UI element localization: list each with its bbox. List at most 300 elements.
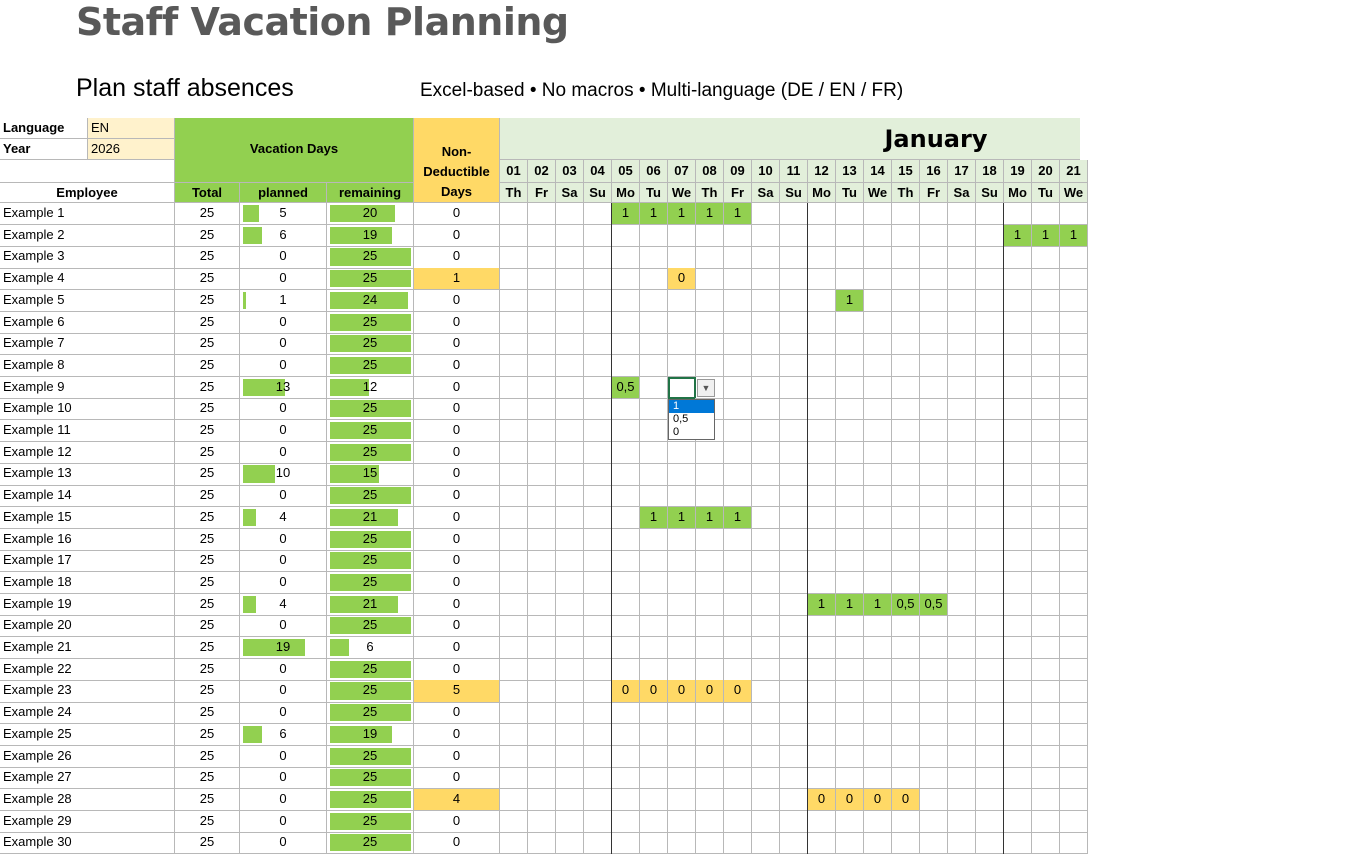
- day-cell[interactable]: [500, 420, 528, 442]
- day-cell[interactable]: [1032, 811, 1060, 833]
- employee-name[interactable]: Example 21: [0, 637, 175, 659]
- day-cell[interactable]: [556, 594, 584, 616]
- day-cell[interactable]: [668, 246, 696, 268]
- employee-name[interactable]: Example 15: [0, 507, 175, 529]
- day-cell[interactable]: [584, 246, 612, 268]
- day-cell[interactable]: [1060, 550, 1088, 572]
- day-cell[interactable]: [584, 746, 612, 768]
- day-cell[interactable]: [892, 398, 920, 420]
- day-cell[interactable]: [612, 746, 640, 768]
- day-cell[interactable]: 0: [696, 680, 724, 702]
- day-cell[interactable]: [836, 659, 864, 681]
- day-cell[interactable]: [556, 485, 584, 507]
- day-cell[interactable]: [724, 637, 752, 659]
- day-cell[interactable]: [1060, 355, 1088, 377]
- day-cell[interactable]: [976, 832, 1004, 854]
- dropdown-option[interactable]: 0,5: [673, 412, 689, 425]
- day-cell[interactable]: [836, 507, 864, 529]
- day-cell[interactable]: [892, 811, 920, 833]
- day-cell[interactable]: [892, 680, 920, 702]
- day-cell[interactable]: [920, 832, 948, 854]
- day-cell[interactable]: [668, 355, 696, 377]
- day-cell[interactable]: [556, 312, 584, 334]
- day-cell[interactable]: [976, 268, 1004, 290]
- day-cell[interactable]: [528, 550, 556, 572]
- day-cell[interactable]: [780, 442, 808, 464]
- day-cell[interactable]: [1004, 832, 1032, 854]
- day-cell[interactable]: [668, 442, 696, 464]
- day-cell[interactable]: [556, 377, 584, 399]
- day-cell[interactable]: [612, 225, 640, 247]
- day-cell[interactable]: [640, 550, 668, 572]
- day-cell[interactable]: [892, 355, 920, 377]
- day-cell[interactable]: [584, 225, 612, 247]
- day-cell[interactable]: [920, 767, 948, 789]
- day-cell[interactable]: [948, 659, 976, 681]
- day-cell[interactable]: [780, 659, 808, 681]
- day-cell[interactable]: [584, 268, 612, 290]
- dropdown-option[interactable]: 1: [669, 400, 714, 413]
- day-cell[interactable]: [612, 811, 640, 833]
- day-cell[interactable]: [976, 246, 1004, 268]
- day-cell[interactable]: [808, 377, 836, 399]
- day-cell[interactable]: [724, 746, 752, 768]
- day-cell[interactable]: [612, 789, 640, 811]
- day-cell[interactable]: 0: [668, 680, 696, 702]
- employee-name[interactable]: Example 30: [0, 832, 175, 854]
- day-cell[interactable]: [864, 355, 892, 377]
- day-cell[interactable]: [500, 246, 528, 268]
- day-cell[interactable]: [892, 377, 920, 399]
- day-cell[interactable]: [724, 702, 752, 724]
- day-cell[interactable]: 1: [640, 507, 668, 529]
- day-cell[interactable]: 1: [1004, 225, 1032, 247]
- day-cell[interactable]: [1032, 507, 1060, 529]
- day-cell[interactable]: [836, 485, 864, 507]
- day-cell[interactable]: [948, 529, 976, 551]
- day-cell[interactable]: [1060, 529, 1088, 551]
- day-cell[interactable]: [556, 746, 584, 768]
- day-cell[interactable]: [1032, 572, 1060, 594]
- day-cell[interactable]: [1060, 615, 1088, 637]
- day-cell[interactable]: [1060, 377, 1088, 399]
- day-cell[interactable]: [500, 485, 528, 507]
- day-cell[interactable]: [668, 789, 696, 811]
- day-cell[interactable]: [584, 702, 612, 724]
- day-cell[interactable]: [500, 398, 528, 420]
- day-cell[interactable]: [696, 333, 724, 355]
- day-cell[interactable]: [948, 746, 976, 768]
- day-cell[interactable]: [780, 268, 808, 290]
- day-cell[interactable]: [892, 312, 920, 334]
- day-cell[interactable]: [612, 659, 640, 681]
- day-cell[interactable]: [612, 398, 640, 420]
- day-cell[interactable]: [780, 420, 808, 442]
- day-cell[interactable]: [836, 572, 864, 594]
- day-cell[interactable]: [1004, 268, 1032, 290]
- day-cell[interactable]: [584, 615, 612, 637]
- day-cell[interactable]: [500, 377, 528, 399]
- day-cell[interactable]: [556, 355, 584, 377]
- day-cell[interactable]: [1060, 637, 1088, 659]
- day-cell[interactable]: [528, 442, 556, 464]
- day-cell[interactable]: [808, 811, 836, 833]
- day-cell[interactable]: [836, 724, 864, 746]
- day-cell[interactable]: [920, 355, 948, 377]
- day-cell[interactable]: [528, 637, 556, 659]
- day-cell[interactable]: [808, 659, 836, 681]
- day-cell[interactable]: [668, 463, 696, 485]
- day-cell[interactable]: [640, 355, 668, 377]
- day-cell[interactable]: [836, 746, 864, 768]
- day-cell[interactable]: [1032, 789, 1060, 811]
- day-cell[interactable]: [836, 811, 864, 833]
- day-cell[interactable]: [752, 398, 780, 420]
- day-cell[interactable]: [640, 767, 668, 789]
- day-cell[interactable]: [1060, 268, 1088, 290]
- day-cell[interactable]: [584, 594, 612, 616]
- day-cell[interactable]: [1032, 355, 1060, 377]
- day-cell[interactable]: [808, 420, 836, 442]
- day-cell[interactable]: [752, 724, 780, 746]
- day-cell[interactable]: [556, 550, 584, 572]
- day-cell[interactable]: [528, 594, 556, 616]
- day-cell[interactable]: [920, 333, 948, 355]
- day-cell[interactable]: [696, 594, 724, 616]
- day-cell[interactable]: [500, 442, 528, 464]
- day-cell[interactable]: [948, 290, 976, 312]
- day-cell[interactable]: [780, 724, 808, 746]
- day-cell[interactable]: [1032, 463, 1060, 485]
- day-cell[interactable]: [1032, 268, 1060, 290]
- day-cell[interactable]: [752, 529, 780, 551]
- day-cell[interactable]: [808, 333, 836, 355]
- day-cell[interactable]: [976, 550, 1004, 572]
- employee-name[interactable]: Example 17: [0, 550, 175, 572]
- day-cell[interactable]: [808, 203, 836, 225]
- day-cell[interactable]: [948, 507, 976, 529]
- day-cell[interactable]: [612, 702, 640, 724]
- day-cell[interactable]: [556, 637, 584, 659]
- day-cell[interactable]: [584, 290, 612, 312]
- day-cell[interactable]: [808, 637, 836, 659]
- day-cell[interactable]: [808, 572, 836, 594]
- day-cell[interactable]: [696, 529, 724, 551]
- day-cell[interactable]: [836, 832, 864, 854]
- day-cell[interactable]: [584, 572, 612, 594]
- dropdown-arrow-icon[interactable]: ▼: [697, 379, 715, 397]
- day-cell[interactable]: [780, 680, 808, 702]
- day-cell[interactable]: [556, 333, 584, 355]
- day-cell[interactable]: [500, 724, 528, 746]
- day-cell[interactable]: [780, 637, 808, 659]
- day-cell[interactable]: [556, 659, 584, 681]
- day-cell[interactable]: [948, 225, 976, 247]
- day-cell[interactable]: [976, 398, 1004, 420]
- day-cell[interactable]: [668, 811, 696, 833]
- day-cell[interactable]: [836, 203, 864, 225]
- day-cell[interactable]: [864, 680, 892, 702]
- day-cell[interactable]: [1032, 246, 1060, 268]
- day-cell[interactable]: [584, 442, 612, 464]
- employee-name[interactable]: Example 27: [0, 767, 175, 789]
- day-cell[interactable]: [640, 615, 668, 637]
- day-cell[interactable]: [780, 463, 808, 485]
- day-cell[interactable]: [976, 333, 1004, 355]
- day-cell[interactable]: [1060, 594, 1088, 616]
- day-cell[interactable]: [528, 225, 556, 247]
- day-cell[interactable]: 0,5: [920, 594, 948, 616]
- day-cell[interactable]: [528, 377, 556, 399]
- day-cell[interactable]: [864, 290, 892, 312]
- day-cell[interactable]: [584, 485, 612, 507]
- day-cell[interactable]: [808, 724, 836, 746]
- day-cell[interactable]: [696, 746, 724, 768]
- day-cell[interactable]: [836, 355, 864, 377]
- day-cell[interactable]: [1004, 702, 1032, 724]
- day-cell[interactable]: [584, 637, 612, 659]
- day-cell[interactable]: [612, 832, 640, 854]
- day-cell[interactable]: [752, 550, 780, 572]
- day-cell[interactable]: [752, 420, 780, 442]
- day-cell[interactable]: [612, 463, 640, 485]
- day-cell[interactable]: [500, 702, 528, 724]
- day-cell[interactable]: [640, 485, 668, 507]
- day-cell[interactable]: [696, 811, 724, 833]
- day-cell[interactable]: [920, 680, 948, 702]
- day-cell[interactable]: [584, 811, 612, 833]
- day-cell[interactable]: [528, 659, 556, 681]
- day-cell[interactable]: [808, 615, 836, 637]
- employee-name[interactable]: Example 22: [0, 659, 175, 681]
- day-cell[interactable]: [948, 789, 976, 811]
- day-cell[interactable]: [892, 463, 920, 485]
- day-cell[interactable]: [696, 724, 724, 746]
- day-cell[interactable]: [584, 355, 612, 377]
- employee-name[interactable]: Example 25: [0, 724, 175, 746]
- day-cell[interactable]: [892, 615, 920, 637]
- day-cell[interactable]: [948, 398, 976, 420]
- day-cell[interactable]: [976, 789, 1004, 811]
- day-cell[interactable]: [1060, 485, 1088, 507]
- day-cell[interactable]: [1004, 377, 1032, 399]
- day-cell[interactable]: [528, 203, 556, 225]
- day-cell[interactable]: [668, 485, 696, 507]
- employee-name[interactable]: Example 18: [0, 572, 175, 594]
- day-cell[interactable]: [1060, 832, 1088, 854]
- day-cell[interactable]: [640, 377, 668, 399]
- day-cell[interactable]: [724, 572, 752, 594]
- day-cell[interactable]: 0: [668, 268, 696, 290]
- day-cell[interactable]: [528, 529, 556, 551]
- day-cell[interactable]: [1004, 290, 1032, 312]
- day-cell[interactable]: [696, 615, 724, 637]
- day-cell[interactable]: [724, 789, 752, 811]
- day-cell[interactable]: [892, 442, 920, 464]
- day-cell[interactable]: [612, 442, 640, 464]
- day-cell[interactable]: [612, 529, 640, 551]
- day-cell[interactable]: [640, 659, 668, 681]
- day-cell[interactable]: [528, 333, 556, 355]
- day-cell[interactable]: [668, 312, 696, 334]
- day-cell[interactable]: [948, 811, 976, 833]
- day-cell[interactable]: [780, 767, 808, 789]
- day-cell[interactable]: [808, 832, 836, 854]
- day-cell[interactable]: [976, 572, 1004, 594]
- day-cell[interactable]: [556, 811, 584, 833]
- day-cell[interactable]: [864, 377, 892, 399]
- day-cell[interactable]: 0,5: [892, 594, 920, 616]
- day-cell[interactable]: [724, 377, 752, 399]
- day-cell[interactable]: [948, 333, 976, 355]
- day-cell[interactable]: [500, 550, 528, 572]
- day-cell[interactable]: [892, 572, 920, 594]
- day-cell[interactable]: [836, 463, 864, 485]
- day-cell[interactable]: [976, 615, 1004, 637]
- day-cell[interactable]: [640, 463, 668, 485]
- day-cell[interactable]: [920, 463, 948, 485]
- day-cell[interactable]: [1004, 463, 1032, 485]
- day-cell[interactable]: [976, 355, 1004, 377]
- day-cell[interactable]: [696, 485, 724, 507]
- day-cell[interactable]: [556, 572, 584, 594]
- day-cell[interactable]: [1060, 746, 1088, 768]
- day-cell[interactable]: [640, 789, 668, 811]
- day-cell[interactable]: [612, 615, 640, 637]
- day-cell[interactable]: [780, 572, 808, 594]
- day-cell[interactable]: [696, 637, 724, 659]
- day-cell[interactable]: [808, 767, 836, 789]
- day-cell[interactable]: [892, 702, 920, 724]
- day-cell[interactable]: [808, 246, 836, 268]
- day-cell[interactable]: [1004, 789, 1032, 811]
- day-cell[interactable]: [1032, 290, 1060, 312]
- day-cell[interactable]: [780, 811, 808, 833]
- day-cell[interactable]: [500, 680, 528, 702]
- day-cell[interactable]: [1032, 702, 1060, 724]
- day-cell[interactable]: [864, 659, 892, 681]
- day-cell[interactable]: [920, 789, 948, 811]
- day-cell[interactable]: [612, 290, 640, 312]
- day-cell[interactable]: [948, 615, 976, 637]
- day-cell[interactable]: [696, 442, 724, 464]
- day-cell[interactable]: [780, 702, 808, 724]
- day-cell[interactable]: [1060, 680, 1088, 702]
- day-cell[interactable]: [780, 355, 808, 377]
- day-cell[interactable]: [696, 767, 724, 789]
- day-cell[interactable]: [1060, 789, 1088, 811]
- day-cell[interactable]: [612, 312, 640, 334]
- day-cell[interactable]: [808, 290, 836, 312]
- day-cell[interactable]: [724, 290, 752, 312]
- day-cell[interactable]: [920, 637, 948, 659]
- day-cell[interactable]: [668, 225, 696, 247]
- day-cell[interactable]: [864, 724, 892, 746]
- day-cell[interactable]: [696, 572, 724, 594]
- day-cell[interactable]: [892, 746, 920, 768]
- day-cell[interactable]: [836, 225, 864, 247]
- day-cell[interactable]: [1060, 572, 1088, 594]
- day-cell[interactable]: [892, 420, 920, 442]
- day-cell[interactable]: [556, 767, 584, 789]
- day-cell[interactable]: [864, 485, 892, 507]
- day-cell[interactable]: [528, 463, 556, 485]
- day-cell[interactable]: [584, 333, 612, 355]
- day-cell[interactable]: [640, 702, 668, 724]
- day-cell[interactable]: [640, 290, 668, 312]
- day-cell[interactable]: [500, 312, 528, 334]
- day-cell[interactable]: [500, 767, 528, 789]
- day-cell[interactable]: [976, 463, 1004, 485]
- day-cell[interactable]: [892, 246, 920, 268]
- day-cell[interactable]: [752, 615, 780, 637]
- day-cell[interactable]: [920, 811, 948, 833]
- day-cell[interactable]: [724, 225, 752, 247]
- day-cell[interactable]: 0: [640, 680, 668, 702]
- employee-name[interactable]: Example 19: [0, 594, 175, 616]
- day-cell[interactable]: 0: [892, 789, 920, 811]
- day-cell[interactable]: [976, 225, 1004, 247]
- day-cell[interactable]: [808, 442, 836, 464]
- day-cell[interactable]: [752, 680, 780, 702]
- day-cell[interactable]: [500, 572, 528, 594]
- day-cell[interactable]: [864, 832, 892, 854]
- day-cell[interactable]: [556, 680, 584, 702]
- day-cell[interactable]: [528, 767, 556, 789]
- day-cell[interactable]: [1060, 702, 1088, 724]
- employee-name[interactable]: Example 28: [0, 789, 175, 811]
- day-cell[interactable]: [976, 485, 1004, 507]
- day-cell[interactable]: [1060, 333, 1088, 355]
- day-cell[interactable]: [556, 789, 584, 811]
- day-cell[interactable]: [920, 702, 948, 724]
- day-cell[interactable]: [696, 355, 724, 377]
- day-cell[interactable]: [696, 246, 724, 268]
- day-cell[interactable]: [1032, 398, 1060, 420]
- day-cell[interactable]: [808, 550, 836, 572]
- day-cell[interactable]: [808, 463, 836, 485]
- day-cell[interactable]: [920, 290, 948, 312]
- day-cell[interactable]: [724, 724, 752, 746]
- day-cell[interactable]: [1004, 485, 1032, 507]
- day-cell[interactable]: [836, 680, 864, 702]
- day-cell[interactable]: [696, 290, 724, 312]
- day-cell[interactable]: [528, 702, 556, 724]
- day-cell[interactable]: [948, 246, 976, 268]
- day-cell[interactable]: [1032, 615, 1060, 637]
- employee-name[interactable]: Example 7: [0, 333, 175, 355]
- day-cell[interactable]: [668, 550, 696, 572]
- day-cell[interactable]: [780, 507, 808, 529]
- day-cell[interactable]: [612, 246, 640, 268]
- day-cell[interactable]: [892, 529, 920, 551]
- day-cell[interactable]: [836, 420, 864, 442]
- day-cell[interactable]: 1: [724, 203, 752, 225]
- day-cell[interactable]: [976, 702, 1004, 724]
- day-cell[interactable]: [1032, 832, 1060, 854]
- day-cell[interactable]: 1: [668, 507, 696, 529]
- day-cell[interactable]: 1: [864, 594, 892, 616]
- day-cell[interactable]: [640, 572, 668, 594]
- day-cell[interactable]: 1: [836, 290, 864, 312]
- day-cell[interactable]: 0,5: [612, 377, 640, 399]
- day-cell[interactable]: [920, 659, 948, 681]
- day-cell[interactable]: [780, 615, 808, 637]
- day-cell[interactable]: [528, 615, 556, 637]
- day-cell[interactable]: [864, 550, 892, 572]
- day-cell[interactable]: [920, 724, 948, 746]
- day-cell[interactable]: [920, 507, 948, 529]
